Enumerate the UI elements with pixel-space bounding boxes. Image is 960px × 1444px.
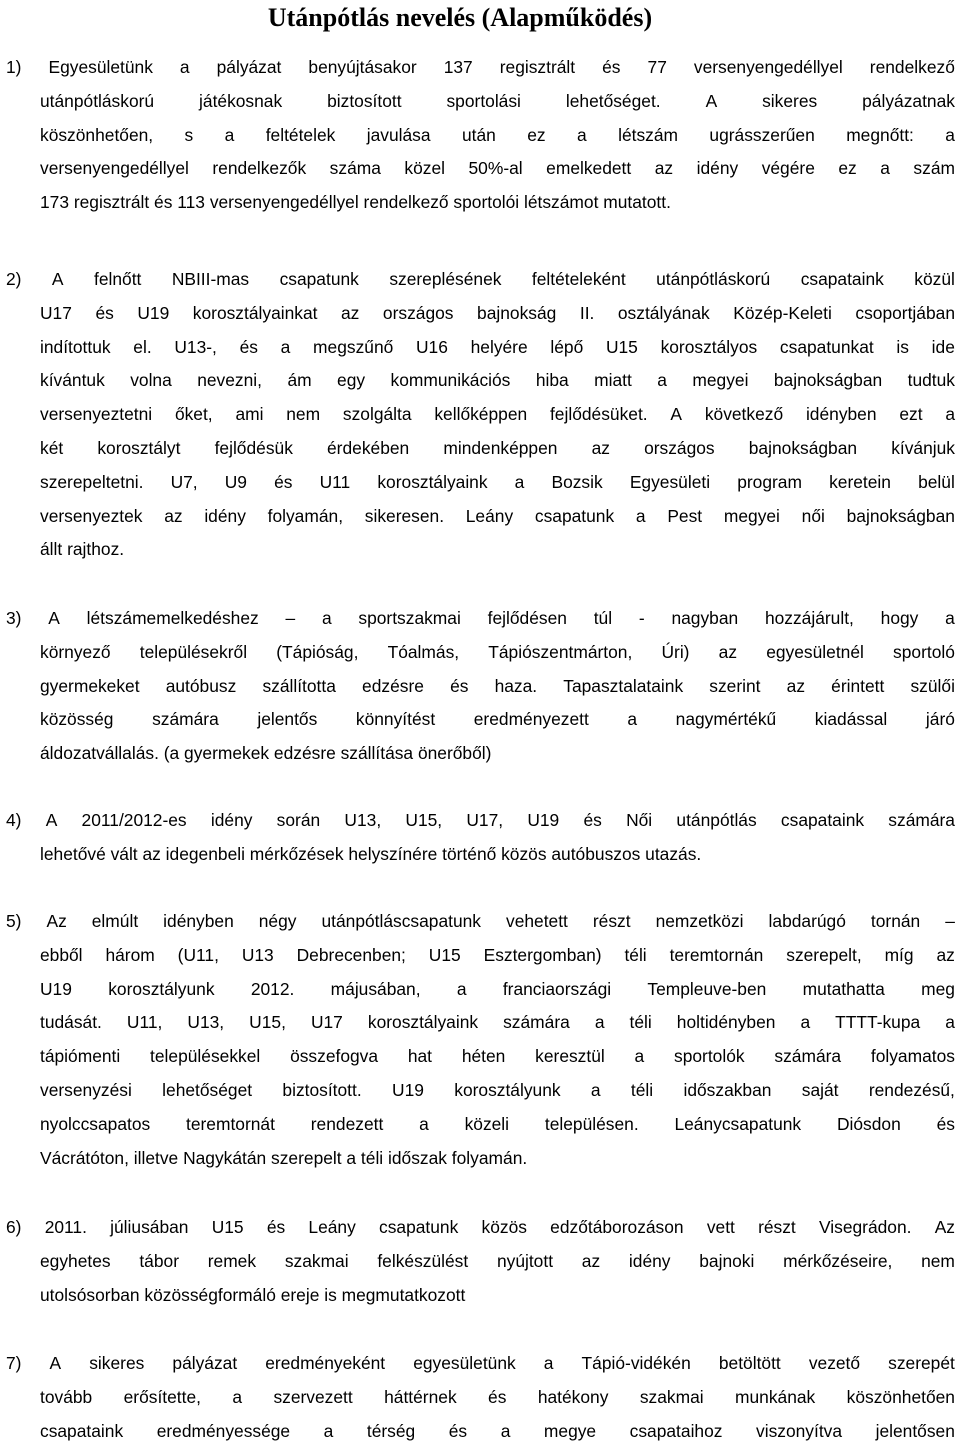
paragraph-line: U17 és U19 korosztályainkat az országos bajnokság II. osztályának Közép-Keleti csoportjában: [40, 302, 955, 323]
paragraph-line: utolsósorban közösségformáló ereje is megmutatkozott: [40, 1284, 466, 1305]
paragraph-line: Vácrátóton, illetve Nagykátán szerepelt a téli időszak folyamán.: [40, 1147, 528, 1168]
document-title: Utánpótlás nevelés (Alapműködés): [267, 3, 653, 32]
paragraph-line: állt rajthoz.: [40, 539, 125, 560]
paragraph-line: versenyzési lehetőséget biztosított. U19 korosztályunk a téli időszakban saját rendezésű,: [40, 1080, 955, 1100]
paragraph-line: 1) Egyesületünk a pályázat benyújtásakor 137 regisztrált és 77 versenyengedéllyel rendelkező: [6, 57, 955, 77]
paragraph-line: tudását. U11, U13, U15, U17 korosztályaink számára a téli holtidényben a TTTT-kupa a: [40, 1012, 955, 1033]
paragraph-line: ebből három (U11, U13 Debrecenben; U15 Esztergomban) téli teremtornán szerepelt, míg az: [40, 944, 955, 965]
paragraph-line: áldozatvállalás. (a gyermekek edzésre szállítása önerőből): [40, 743, 492, 764]
paragraph-line: versenyeztetni őket, ami nem szolgálta kellőképpen fejlődésüket. A következő idényben ezt a: [40, 404, 955, 425]
paragraph-line: köszönhetően, s a feltételek javulása után ez a létszám ugrásszerűen megnőtt: a: [40, 124, 955, 145]
paragraph-line: gyermekeket autóbusz szállította edzésre és haza. Tapasztalataink szerint az érintett szülői: [40, 675, 955, 696]
paragraph-line: csapataink eredményessége a térség és a megye csapataihoz viszonyítva jelentősen: [40, 1420, 955, 1441]
paragraph-line: 173 regisztrált és 113 versenyengedéllyel rendelkező sportolói létszámot mutatott.: [40, 192, 671, 213]
paragraph-line: 7) A sikeres pályázat eredményeként egyesületünk a Tápió-vidékén betöltött vezető szerepét: [6, 1353, 955, 1373]
paragraph-line: környező településekről (Tápióság, Tóalmás, Tápiószentmárton, Úri) az egyesületnél sportoló: [40, 641, 955, 662]
paragraph-line: egyhetes tábor remek szakmai felkészülést nyújtott az idény bajnoki mérkőzéseire, nem: [40, 1250, 955, 1271]
paragraph-line: lehetővé vált az idegenbeli mérkőzések helyszínére történő közös autóbuszos utazás.: [40, 843, 702, 864]
paragraph-line: utánpótláskorú játékosnak biztosított sportolási lehetőséget. A sikeres pályázatnak: [40, 90, 955, 111]
paragraph-line: közösség számára jelentős könnyítést eredményezett a nagymértékű kiadással járó: [40, 709, 955, 730]
paragraph-line: két korosztályt fejlődésük érdekében mindenképpen az országos bajnokságban kívánjuk: [40, 438, 955, 458]
paragraph-line: versenyeztek az idény folyamán, sikeresen. Leány csapatunk a Pest megyei női bajnokságban: [40, 505, 955, 526]
paragraph-line: versenyengedéllyel rendelkezők száma közel 50%-al emelkedett az idény végére ez a szám: [40, 158, 955, 179]
paragraph-line: tápiómenti településekkel összefogva hat héten keresztül a sportolók számára folyamatos: [40, 1046, 955, 1067]
paragraph-line: 6) 2011. júliusában U15 és Leány csapatunk közös edzőtáborozáson vett részt Visegrádon. Az: [6, 1217, 955, 1237]
paragraph-line: kívántuk volna nevezni, ám egy kommunikációs hiba miatt a megyei bajnokságban tudtuk: [40, 370, 955, 391]
paragraph-line: szerepeltetni. U7, U9 és U11 korosztályaink a Bozsik Egyesületi program keretein belül: [40, 471, 955, 492]
paragraph-line: 2) A felnőtt NBIII-mas csapatunk szereplésének feltételeként utánpótláskorú csapataink közül: [6, 269, 955, 289]
paragraph-line: U19 korosztályunk 2012. májusában, a franciaországi Templeuve-ben mutathatta meg: [40, 978, 955, 999]
paragraph-line: 3) A létszámemelkedéshez – a sportszakmai fejlődésen túl - nagyban hozzájárult, hogy a: [6, 608, 955, 628]
paragraph-line: tovább erősítette, a szervezett háttérnek és hatékony szakmai munkának köszönhetően: [40, 1386, 955, 1407]
paragraph-line: indítottuk el. U13-, és a megszűnő U16 helyére lépő U15 korosztályos csapatunkat is ide: [40, 336, 955, 357]
paragraph-line: 5) Az elmúlt idényben négy utánpótláscsapatunk vehetett részt nemzetközi labdarúgó tornán –: [6, 911, 955, 931]
paragraph-line: nyolccsapatos teremtornát rendezett a közeli településen. Leánycsapatunk Diósdon és: [40, 1113, 955, 1134]
paragraph-line: 4) A 2011/2012-es idény során U13, U15, U17, U19 és Női utánpótlás csapataink számára: [6, 810, 955, 830]
